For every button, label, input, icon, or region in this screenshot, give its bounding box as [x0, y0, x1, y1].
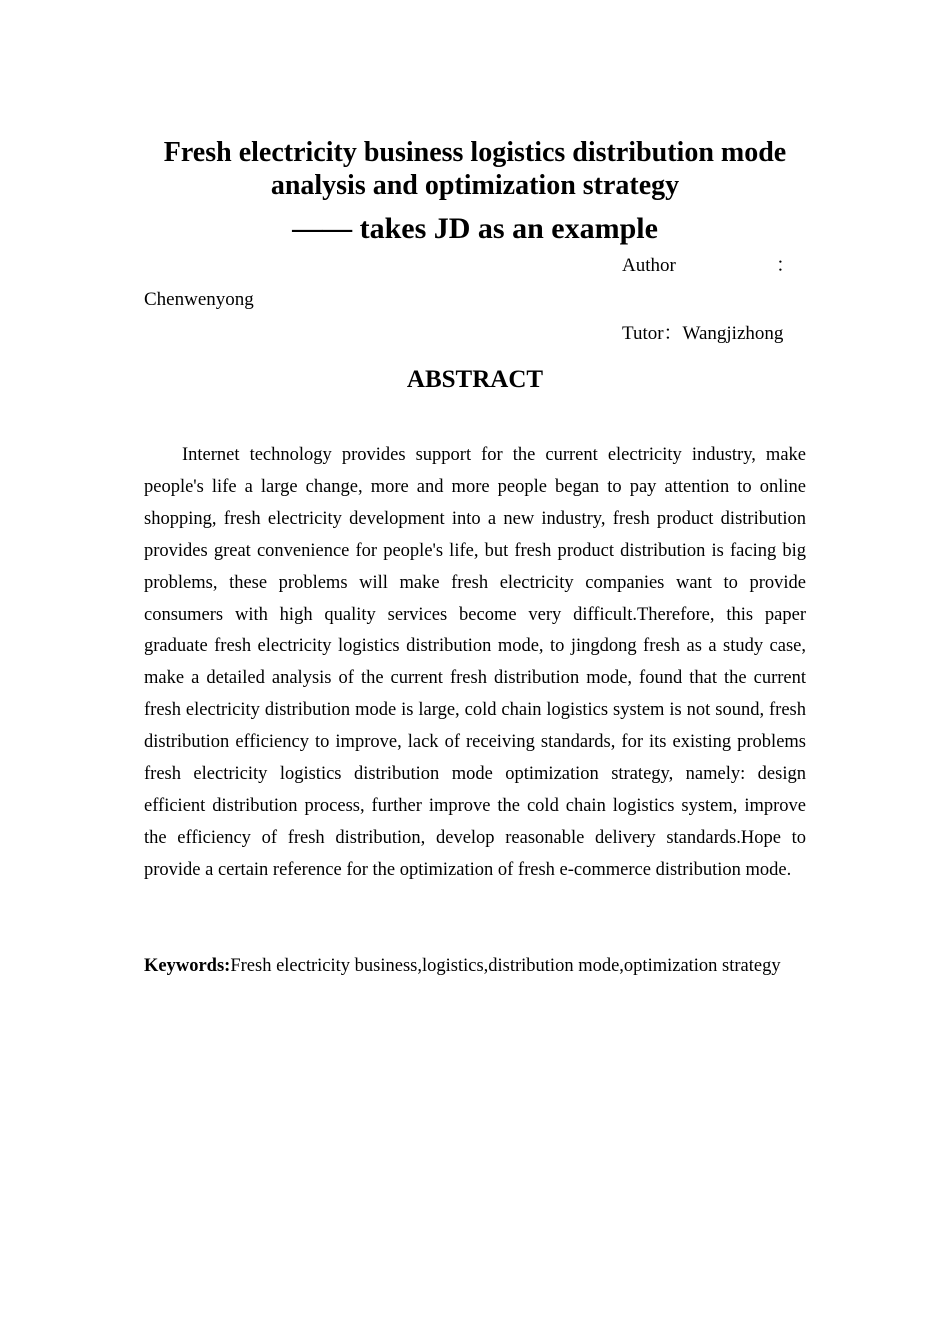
keywords-label: Keywords:	[144, 956, 231, 976]
keywords-line	[144, 953, 824, 979]
tutor-line: Tutor：Wangjizhong	[622, 323, 784, 344]
abstract-heading: ABSTRACT	[406, 366, 544, 393]
author-colon: ：	[776, 255, 796, 276]
author-name: Chenwenyong	[144, 289, 254, 310]
paper-title-line-1: Fresh electricity business logistics distribution mode	[163, 137, 787, 168]
keywords-text: Fresh electricity business,logistics,distribution mode,optimization strategy	[230, 956, 781, 976]
paper-subtitle: —— takes JD as an example	[292, 212, 658, 245]
author-label: Author	[622, 255, 676, 276]
paper-title-line-2: analysis and optimization strategy	[270, 170, 680, 201]
abstract-body: Internet technology provides support for the current electricity industry, make people's life a large change, more and more people began to pay attention to online shopping, fresh electricity development into a new industry, fresh product distribution provides great convenience for people's life, but fresh product distribution is facing big problems, these problems will make fresh electricity companies want to provide consumers with high quality services become very difficult.Therefore, this paper graduate fresh electricity logistics distribution mode, to jingdong fresh as a study case, make a detailed analysis of the current fresh distribution mode, found that the current fresh electricity distribution mode is large, cold chain logistics system is not sound, fresh distribution efficiency to improve, lack of receiving standards, for its existing problems fresh electricity logistics distribution mode optimization strategy, namely: design efficient distribution process, further improve the cold chain logistics system, improve the efficiency of fresh distribution, develop reasonable delivery standards.Hope to provide a certain reference for the optimization of fresh e-commerce distribution mode.	[144, 445, 806, 880]
